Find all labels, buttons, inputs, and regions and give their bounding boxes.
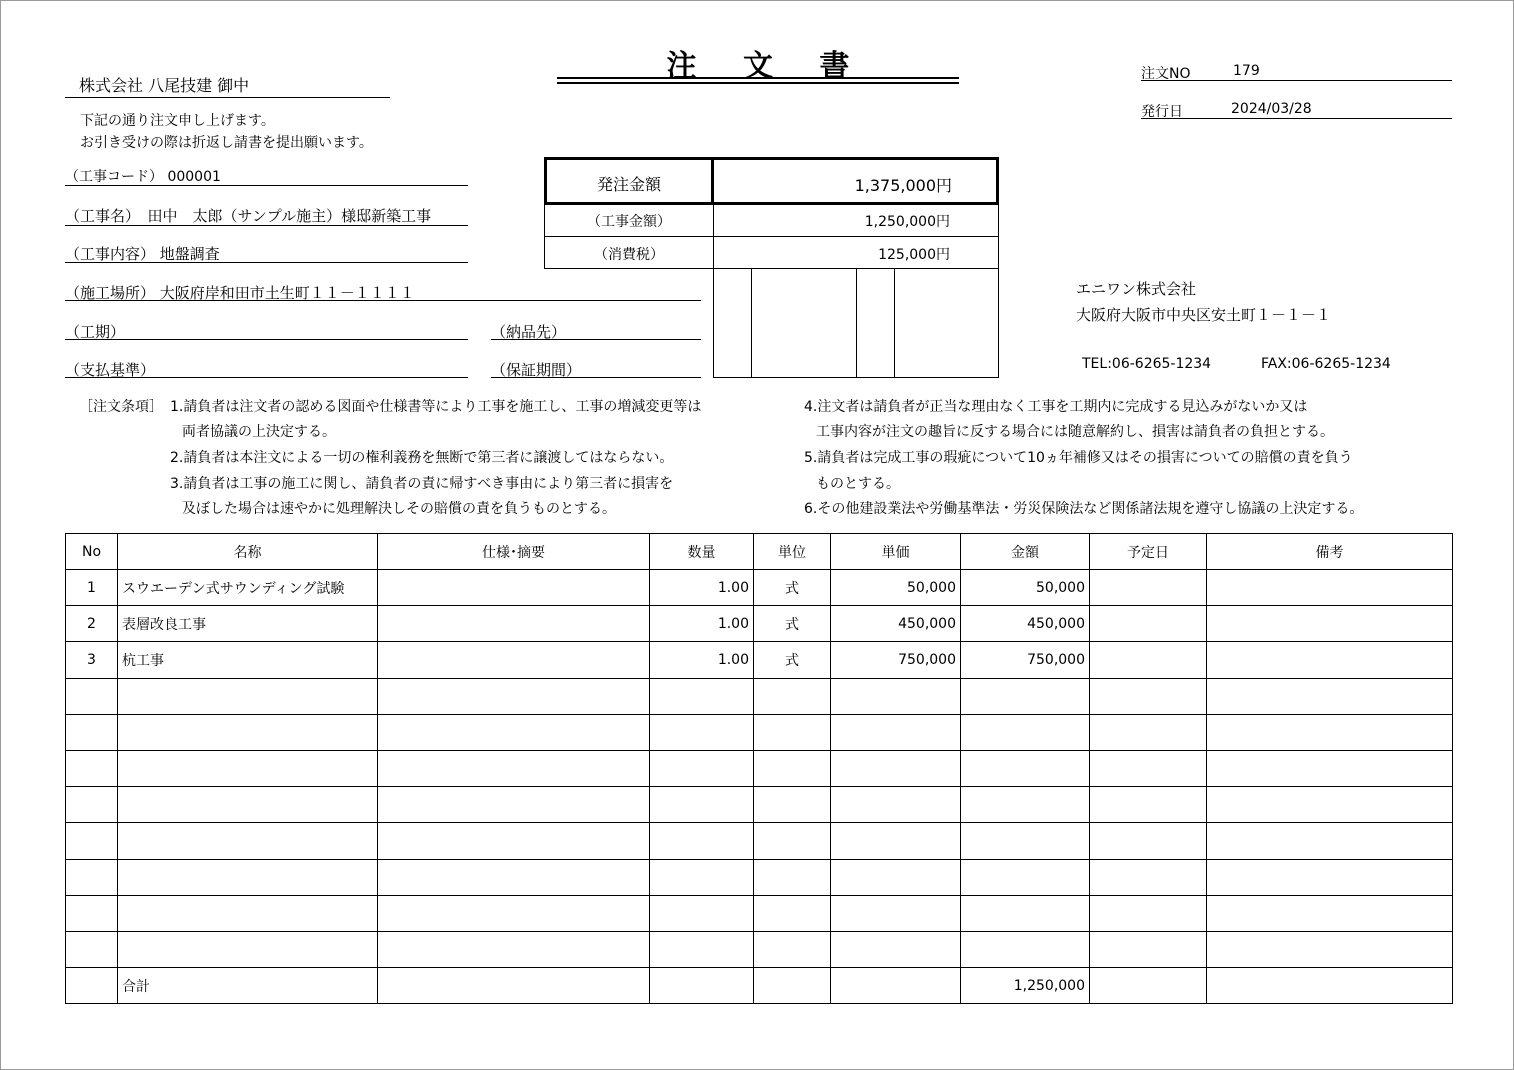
total-label: 合計 xyxy=(118,968,378,1004)
empty-cell xyxy=(1090,787,1207,823)
cell-unit: 式 xyxy=(754,642,831,678)
empty-row xyxy=(66,823,1453,859)
empty-cell xyxy=(66,678,118,714)
empty-cell xyxy=(754,750,831,786)
condition-1a: 1.請負者は注文者の認める図面や仕様書等により工事を施工し、工事の増減変更等は xyxy=(170,399,702,415)
empty-cell xyxy=(650,859,754,895)
empty-cell xyxy=(1207,859,1453,895)
empty-cell xyxy=(378,823,650,859)
empty-cell xyxy=(66,895,118,931)
condition-4a: 4.注文者は請負者が正当な理由なく工事を工期内に完成する見込みがないか又は xyxy=(804,399,1308,415)
cell-quantity: 1.00 xyxy=(650,606,754,642)
empty-cell xyxy=(754,787,831,823)
recipient: 株式会社 八尾技建 御中 xyxy=(65,73,390,98)
cell-no: 2 xyxy=(66,606,118,642)
construction-amount-value-cell xyxy=(713,203,999,237)
header-remarks: 備考 xyxy=(1207,534,1453,570)
empty-cell xyxy=(378,931,650,967)
total-row xyxy=(66,968,1453,1004)
empty-cell xyxy=(831,895,961,931)
delivery-destination: （納品先） xyxy=(491,321,701,340)
empty-cell xyxy=(66,823,118,859)
empty-cell xyxy=(961,931,1090,967)
empty-cell xyxy=(650,823,754,859)
header-unit: 単位 xyxy=(754,534,831,570)
empty-cell xyxy=(831,859,961,895)
condition-1b: 両者協議の上決定する。 xyxy=(182,424,336,440)
cell-unit: 式 xyxy=(754,570,831,606)
order-amount-value: 1,375,000円 xyxy=(854,176,952,195)
empty-cell xyxy=(961,678,1090,714)
empty-cell xyxy=(1207,787,1453,823)
empty-cell xyxy=(754,931,831,967)
empty-cell xyxy=(1207,714,1453,750)
intro-line-1: 下記の通り注文申し上げます。 xyxy=(80,113,275,129)
empty-row xyxy=(66,678,1453,714)
cell-no: 1 xyxy=(66,570,118,606)
empty-row xyxy=(66,931,1453,967)
company-tel: TEL:06-6265-1234 xyxy=(1082,356,1212,372)
empty-cell xyxy=(650,968,754,1004)
empty-cell xyxy=(1090,823,1207,859)
empty-cell xyxy=(378,787,650,823)
empty-cell xyxy=(650,895,754,931)
empty-cell xyxy=(961,895,1090,931)
project-period: （工期） xyxy=(65,321,468,340)
empty-cell xyxy=(118,859,378,895)
tax-label: （消費税） xyxy=(594,247,664,263)
empty-cell xyxy=(66,931,118,967)
empty-cell xyxy=(754,823,831,859)
empty-cell xyxy=(66,859,118,895)
condition-6: 6.その他建設業法や労働基準法・労災保険法など関係諸法規を遵守し協議の上決定する。 xyxy=(804,501,1364,517)
project-code: （工事コード） 000001 xyxy=(65,166,468,186)
cell-name: 杭工事 xyxy=(118,642,378,678)
condition-3b: 及ぼした場合は速やかに処理解決しその賠償の責を負うものとする。 xyxy=(182,501,616,517)
issue-date-label: 発行日 xyxy=(1141,104,1183,120)
company-fax: FAX:06-6265-1234 xyxy=(1261,356,1391,372)
intro-line-2: お引き受けの際は折返し請書を提出願います。 xyxy=(80,135,373,151)
cell-spec xyxy=(378,642,650,678)
total-value: 1,250,000 xyxy=(961,968,1090,1004)
table-row xyxy=(66,606,1453,642)
header-quantity: 数量 xyxy=(650,534,754,570)
table-row xyxy=(66,570,1453,606)
empty-cell xyxy=(650,714,754,750)
empty-cell xyxy=(66,750,118,786)
empty-cell xyxy=(650,678,754,714)
empty-cell xyxy=(1090,678,1207,714)
empty-row xyxy=(66,787,1453,823)
stamp-divider-2 xyxy=(856,268,857,378)
cell-unit-price: 450,000 xyxy=(831,606,961,642)
empty-cell xyxy=(1090,931,1207,967)
cell-scheduled-date xyxy=(1090,570,1207,606)
empty-cell xyxy=(961,714,1090,750)
company-address: 大阪府大阪市中央区安土町１－１－１ xyxy=(1076,306,1332,324)
empty-cell xyxy=(831,750,961,786)
condition-5a: 5.請負者は完成工事の瑕疵について10ヵ年補修又はその損害についての賠償の責を負う xyxy=(804,450,1353,466)
empty-row xyxy=(66,750,1453,786)
cell-unit-price: 750,000 xyxy=(831,642,961,678)
cell-spec xyxy=(378,570,650,606)
empty-cell xyxy=(831,787,961,823)
empty-cell xyxy=(961,750,1090,786)
empty-cell xyxy=(118,787,378,823)
cell-unit-price: 50,000 xyxy=(831,570,961,606)
table-header-row xyxy=(66,534,1453,570)
cell-quantity: 1.00 xyxy=(650,570,754,606)
document-title: 注 文 書 xyxy=(666,49,868,84)
empty-row xyxy=(66,714,1453,750)
empty-cell xyxy=(831,968,961,1004)
order-amount-value-cell xyxy=(711,157,999,205)
empty-cell xyxy=(754,895,831,931)
empty-cell xyxy=(378,714,650,750)
order-no-value: 179 xyxy=(1233,63,1260,79)
empty-cell xyxy=(754,678,831,714)
order-amount-label-cell xyxy=(544,157,714,205)
tax-label-cell xyxy=(544,236,714,269)
empty-cell xyxy=(961,823,1090,859)
empty-cell xyxy=(961,787,1090,823)
tax-value-cell xyxy=(713,236,999,269)
cell-amount: 50,000 xyxy=(961,570,1090,606)
cell-amount: 450,000 xyxy=(961,606,1090,642)
empty-cell xyxy=(831,714,961,750)
conditions-label: ［注文条項］ xyxy=(79,399,163,415)
construction-amount-label-cell xyxy=(544,203,714,237)
empty-cell xyxy=(378,859,650,895)
header-scheduled-date: 予定日 xyxy=(1090,534,1207,570)
condition-5b: ものとする。 xyxy=(816,476,900,492)
warranty-period: （保証期間） xyxy=(491,359,701,378)
title-underline-bottom xyxy=(557,82,959,84)
empty-cell xyxy=(754,859,831,895)
empty-cell xyxy=(378,895,650,931)
table-row xyxy=(66,642,1453,678)
empty-cell xyxy=(118,714,378,750)
empty-cell xyxy=(378,678,650,714)
payment-terms: （支払基準） xyxy=(65,359,468,378)
cell-unit: 式 xyxy=(754,606,831,642)
empty-cell xyxy=(1090,714,1207,750)
empty-cell xyxy=(1207,931,1453,967)
empty-cell xyxy=(1207,968,1453,1004)
empty-cell xyxy=(650,750,754,786)
empty-cell xyxy=(831,678,961,714)
company-name: エニワン株式会社 xyxy=(1076,280,1197,298)
empty-cell xyxy=(831,823,961,859)
stamp-divider-3 xyxy=(894,268,895,378)
cell-no: 3 xyxy=(66,642,118,678)
cell-remarks xyxy=(1207,642,1453,678)
empty-cell xyxy=(378,750,650,786)
items-table xyxy=(65,533,1453,1004)
empty-cell xyxy=(1207,678,1453,714)
empty-row xyxy=(66,859,1453,895)
empty-cell xyxy=(66,968,118,1004)
cell-remarks xyxy=(1207,570,1453,606)
cell-amount: 750,000 xyxy=(961,642,1090,678)
header-unit-price: 単価 xyxy=(831,534,961,570)
stamp-divider-1 xyxy=(751,268,752,378)
header-name: 名称 xyxy=(118,534,378,570)
empty-cell xyxy=(1207,823,1453,859)
empty-cell xyxy=(118,678,378,714)
cell-scheduled-date xyxy=(1090,642,1207,678)
title-underline-top xyxy=(557,77,959,79)
cell-name: スウエーデン式サウンディング試験 xyxy=(118,570,378,606)
condition-4b: 工事内容が注文の趣旨に反する場合には随意解約し、損害は請負者の負担とする。 xyxy=(816,424,1334,440)
cell-quantity: 1.00 xyxy=(650,642,754,678)
empty-row xyxy=(66,895,1453,931)
empty-cell xyxy=(1090,895,1207,931)
condition-2: 2.請負者は本注文による一切の権利義務を無断で第三者に譲渡してはならない。 xyxy=(170,450,674,466)
header-spec: 仕様･摘要 xyxy=(378,534,650,570)
project-content: （工事内容） 地盤調査 xyxy=(65,243,468,263)
empty-cell xyxy=(118,895,378,931)
empty-cell xyxy=(831,931,961,967)
empty-cell xyxy=(1090,968,1207,1004)
header-amount: 金額 xyxy=(961,534,1090,570)
cell-name: 表層改良工事 xyxy=(118,606,378,642)
empty-cell xyxy=(118,750,378,786)
project-location: （施工場所） 大阪府岸和田市土生町１１－１１１１ xyxy=(65,282,701,301)
construction-amount-value: 1,250,000円 xyxy=(864,214,950,230)
empty-cell xyxy=(118,823,378,859)
cell-remarks xyxy=(1207,606,1453,642)
empty-cell xyxy=(650,787,754,823)
empty-cell xyxy=(754,714,831,750)
construction-amount-label: （工事金額） xyxy=(587,214,671,230)
header-no: No xyxy=(66,534,118,570)
order-amount-label: 発注金額 xyxy=(596,175,661,194)
empty-cell xyxy=(650,931,754,967)
empty-cell xyxy=(1207,895,1453,931)
tax-value: 125,000円 xyxy=(878,247,950,263)
empty-cell xyxy=(66,714,118,750)
issue-date-value: 2024/03/28 xyxy=(1231,101,1312,117)
project-name: （工事名） 田中 太郎（サンプル施主）様邸新築工事 xyxy=(65,205,468,226)
order-no-label: 注文NO xyxy=(1141,66,1191,82)
empty-cell xyxy=(1207,750,1453,786)
empty-cell xyxy=(961,859,1090,895)
empty-cell xyxy=(378,968,650,1004)
cell-scheduled-date xyxy=(1090,606,1207,642)
empty-cell xyxy=(66,787,118,823)
empty-cell xyxy=(1090,859,1207,895)
cell-spec xyxy=(378,606,650,642)
empty-cell xyxy=(1090,750,1207,786)
empty-cell xyxy=(118,931,378,967)
empty-cell xyxy=(754,968,831,1004)
condition-3a: 3.請負者は工事の施工に関し、請負者の責に帰すべき事由により第三者に損害を xyxy=(170,476,674,492)
